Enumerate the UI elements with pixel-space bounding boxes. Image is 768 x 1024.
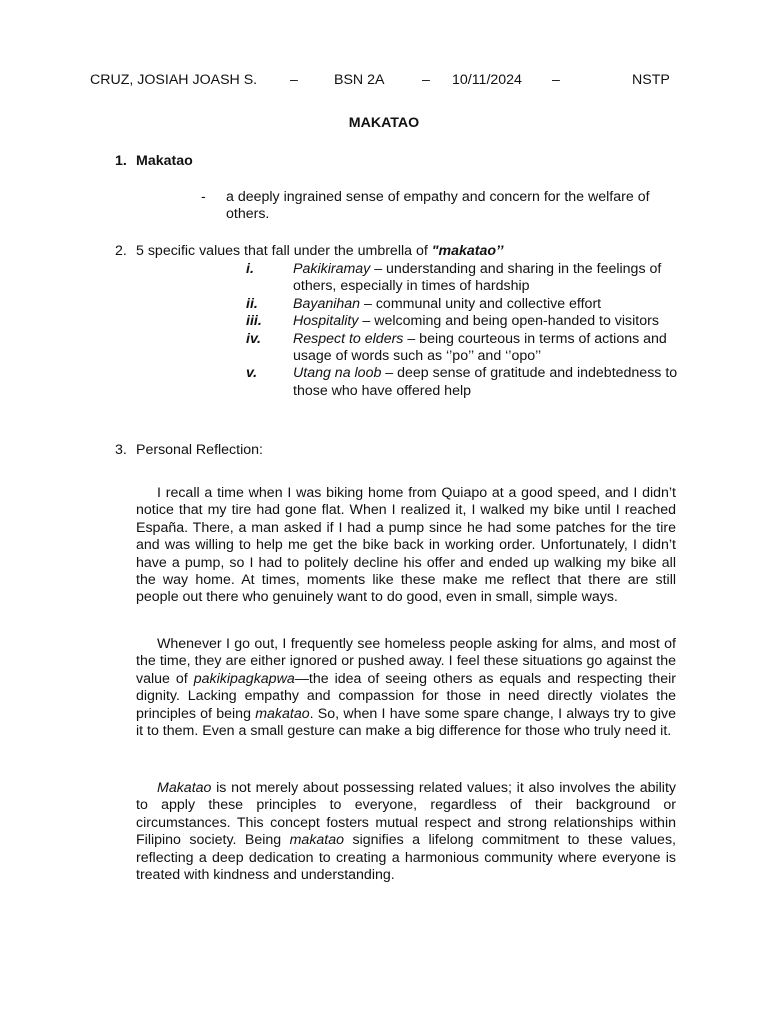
value-description: – welcoming and being open-handed to visitors [358,313,659,330]
item-heading: 5 specific values that fall under the umbrella of "makatao’’ [136,243,504,259]
header-separator: – [290,72,298,88]
list-item [0,261,768,296]
reflection-paragraph-2: Whenever I go out, I frequently see homeless people asking for alms, and most of the time, they are either ignored or pushed away. I feel these situations go against the value of pakikipagkapwa—the idea of seeing others as equals and respecting their dignity. Lacking empathy and compassion for those in need directly violates the principles of being makatao. So, when I have some spare change, I always try to give it to them. Even a small gesture can make a big difference for those who truly need it. [136,636,676,740]
subject-name: NSTP [632,72,670,88]
value-description: – communal unity and collective effort [360,295,602,312]
roman-numeral: ii. [246,295,258,312]
header-separator: – [552,72,560,88]
definition-text: a deeply ingrained sense of empathy and concern for the welfare of others. [226,189,650,223]
list-item [0,331,768,366]
document-date: 10/11/2024 [452,72,522,88]
list-item [0,313,768,330]
item-number: 3. [115,442,127,458]
value-term: Bayanihan [293,295,361,312]
values-list [0,261,768,400]
value-term: Pakikiramay [293,261,371,277]
student-name: CRUZ, JOSIAH JOASH S. [90,72,258,88]
value-description: – understanding and sharing in the feelings of others, especially in times of hardship [293,261,662,295]
roman-numeral: v. [246,365,258,382]
roman-numeral: iii. [246,313,262,330]
roman-numeral: i. [246,261,254,277]
list-item [0,296,768,313]
value-description: – deep sense of gratitude and indebtedness to those who have offered help [293,365,678,399]
item-heading: Personal Reflection: [136,442,263,458]
value-description: – being courteous in terms of actions and usage of words such as ‘’po’’ and ‘’opo’’ [293,330,667,365]
list-item [0,365,768,400]
value-term: Utang na loob [293,365,382,382]
value-term: Respect to elders [293,330,404,347]
item-heading: Makatao [136,153,193,169]
document-header [0,72,768,90]
item-number: 2. [115,243,127,259]
document-title: MAKATAO [348,115,420,131]
roman-numeral: iv. [246,330,261,347]
item-number: 1. [115,153,127,169]
program-section: BSN 2A [334,72,385,88]
reflection-paragraph-1: I recall a time when I was biking home from Quiapo at a good speed, and I didn’t notice that my tire had gone flat. When I realized it, I walked my bike until I reached España. There, a man asked if I had a pump since he had some patches for the tire and was willing to help me get the bike back in working order. Unfortunately, I didn’t have a pump, so I had to politely decline his offer and ended up walking my bike all the way home. At times, moments like these make me reflect that there are still people out there who genuinely want to do good, even in small, simple ways. [136,485,676,606]
value-term: Hospitality [293,313,359,330]
header-separator: – [422,72,430,88]
reflection-paragraph-3: Makatao is not merely about possessing related values; it also involves the ability to apply these principles to everyone, regardless of their background or circumstances. This concept fosters mutual respect and strong relationships within Filipino society. Being makatao signifies a lifelong commitment to these values, reflecting a deep dedication to creating a harmonious community where everyone is treated with kindness and understanding. [136,780,676,884]
dash-bullet: - [201,189,206,205]
